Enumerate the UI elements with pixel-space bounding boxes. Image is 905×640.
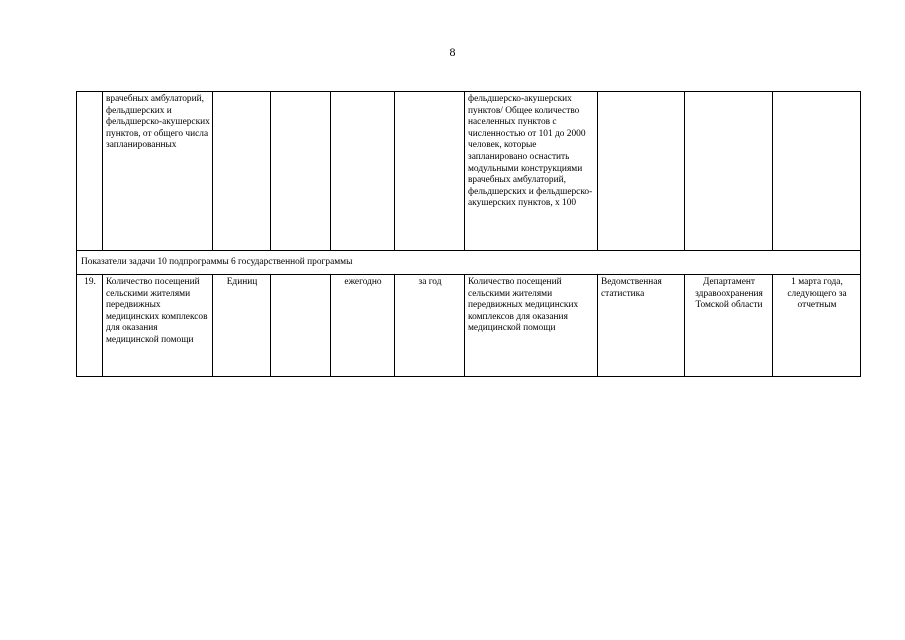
page-number: 8 xyxy=(449,45,456,59)
table-row xyxy=(77,92,861,251)
responsible-cell xyxy=(685,92,773,251)
indicator-cell: Количество посещений сельскими жителями передвижных медицинских комплексов для оказания медицинской помощи xyxy=(103,275,213,377)
data-source-cell xyxy=(598,92,685,251)
deadline-cell xyxy=(773,92,861,251)
section-title: Показатели задачи 10 подпрограммы 6 государственной программы xyxy=(77,251,861,275)
indicator-cell: врачебных амбулаторий, фельдшерских и фельдшерско-акушерских пунктов, от общего числа запланированных xyxy=(103,92,213,251)
time-characteristic-cell: за год xyxy=(395,275,465,377)
section-row xyxy=(77,251,861,275)
data-source-cell: Ведомственная статистика xyxy=(598,275,685,377)
deadline-cell: 1 марта года, следующего за отчетным xyxy=(773,275,861,377)
time-characteristic-cell xyxy=(395,92,465,251)
num-cell: 19. xyxy=(77,275,103,377)
periodicity-cell: ежегодно xyxy=(331,275,395,377)
empty-cell xyxy=(271,275,331,377)
num-cell xyxy=(77,92,103,251)
formula-cell: Количество посещений сельскими жителями передвижных медицинских комплексов для оказания медицинской помощи xyxy=(465,275,598,377)
unit-cell: Единиц xyxy=(213,275,271,377)
indicators-table xyxy=(76,91,861,377)
responsible-cell: Департамент здравоохранения Томской области xyxy=(685,275,773,377)
empty-cell xyxy=(271,92,331,251)
unit-cell xyxy=(213,92,271,251)
table-row xyxy=(77,275,861,377)
formula-cell: фельдшерско-акушерских пунктов/ Общее количество населенных пунктов с численностью от 101 до 2000 человек, которые запланировано оснастить модульными конструкциями врачебных амбулаторий, фельдшерских и фельдшерско-акушерских пунктов, х 100 xyxy=(465,92,598,251)
periodicity-cell xyxy=(331,92,395,251)
